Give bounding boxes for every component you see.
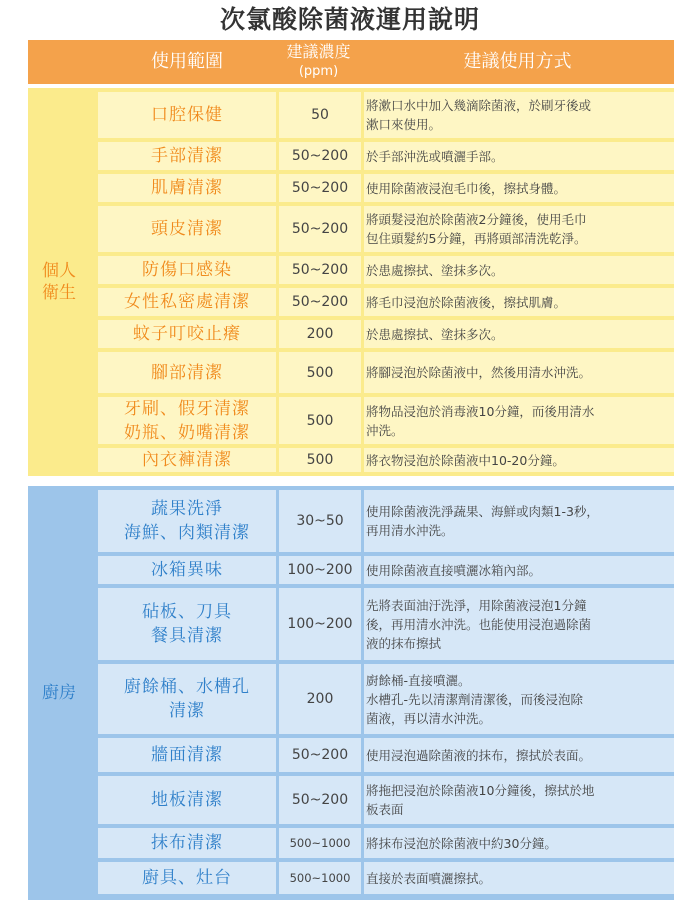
usage-method: 於患處擦拭、塗抹多次。 [364, 256, 674, 284]
section-label-personal: 個人 衛生 [42, 261, 76, 303]
usage-method: 使用除菌液洗淨蔬果、海鮮或肉類1-3秒， 再用清水沖洗。 [364, 490, 674, 552]
table-row [98, 588, 674, 660]
table-row [98, 320, 674, 348]
concentration-value: 50~200 [279, 174, 361, 202]
table-row [98, 448, 674, 472]
header-range: 使用範圍 [151, 51, 223, 72]
table-row [98, 776, 674, 824]
usage-item: 口腔保健 [98, 92, 276, 138]
usage-method: 將腳浸泡於除菌液中，然後用清水沖洗。 [364, 352, 674, 393]
header-concentration [276, 42, 361, 82]
header-method: 建議使用方式 [463, 51, 572, 72]
concentration-value: 50~200 [279, 776, 361, 824]
usage-method: 使用除菌液浸泡毛巾後，擦拭身體。 [364, 174, 674, 202]
table-row [98, 556, 674, 584]
usage-item: 冰箱異味 [98, 556, 276, 584]
table-row [98, 288, 674, 316]
concentration-value: 50~200 [279, 142, 361, 170]
personal-hygiene-section [28, 88, 674, 476]
usage-method: 廚餘桶-直接噴灑。 水槽孔-先以清潔劑清潔後，而後浸泡除 菌液，再以清水沖洗。 [364, 664, 674, 734]
concentration-value: 500 [279, 448, 361, 472]
usage-item: 牆面清潔 [98, 738, 276, 772]
usage-item: 內衣褲清潔 [98, 448, 276, 472]
usage-method: 先將表面油汙洗淨，用除菌液浸泡1分鐘 後，再用清水沖洗。也能使用浸泡過除菌 液的抹布擦拭 [364, 588, 674, 660]
concentration-value: 200 [279, 320, 361, 348]
table-row [98, 490, 674, 552]
table-row [98, 352, 674, 393]
usage-method: 將頭髮浸泡於除菌液2分鐘後，使用毛巾 包住頭髮約5分鐘，再將頭部清洗乾淨。 [364, 206, 674, 252]
usage-method: 將衣物浸泡於除菌液中10-20分鐘。 [364, 448, 674, 472]
concentration-value: 50~200 [279, 256, 361, 284]
header-conc-unit: (ppm) [298, 64, 339, 79]
usage-item: 腳部清潔 [98, 352, 276, 393]
usage-item: 蔬果洗淨 海鮮、肉類清潔 [98, 490, 276, 552]
concentration-value: 500 [279, 397, 361, 444]
usage-item: 肌膚清潔 [98, 174, 276, 202]
usage-item: 廚具、灶台 [98, 862, 276, 894]
concentration-value: 30~50 [279, 490, 361, 552]
usage-item: 抹布清潔 [98, 828, 276, 858]
usage-item: 女性私密處清潔 [98, 288, 276, 316]
usage-method: 將物品浸泡於消毒液10分鐘，而後用清水 沖洗。 [364, 397, 674, 444]
concentration-value: 50 [279, 92, 361, 138]
concentration-value: 100~200 [279, 588, 361, 660]
table-row [98, 142, 674, 170]
usage-method: 直接於表面噴灑擦拭。 [364, 862, 674, 894]
usage-method: 於患處擦拭、塗抹多次。 [364, 320, 674, 348]
concentration-value: 100~200 [279, 556, 361, 584]
table-row [98, 738, 674, 772]
concentration-value: 500~1000 [279, 828, 361, 858]
usage-method: 將漱口水中加入幾滴除菌液，於刷牙後或 漱口來使用。 [364, 92, 674, 138]
table-row [98, 862, 674, 894]
table-row [98, 174, 674, 202]
header-conc-label: 建議濃度 [286, 42, 351, 61]
usage-method: 於手部沖洗或噴灑手部。 [364, 142, 674, 170]
usage-item: 牙刷、假牙清潔 奶瓶、奶嘴清潔 [98, 397, 276, 444]
concentration-value: 50~200 [279, 738, 361, 772]
usage-item: 防傷口感染 [98, 256, 276, 284]
concentration-value: 500~1000 [279, 862, 361, 894]
usage-method: 使用浸泡過除菌液的抹布，擦拭於表面。 [364, 738, 674, 772]
usage-item: 廚餘桶、水槽孔 清潔 [98, 664, 276, 734]
usage-item: 砧板、刀具 餐具清潔 [98, 588, 276, 660]
usage-method: 將拖把浸泡於除菌液10分鐘後，擦拭於地 板表面 [364, 776, 674, 824]
usage-item: 手部清潔 [98, 142, 276, 170]
concentration-value: 50~200 [279, 206, 361, 252]
table-row [98, 397, 674, 444]
section-label-kitchen: 廚房 [42, 683, 76, 703]
table-row [98, 92, 674, 138]
kitchen-section [28, 486, 674, 900]
table-row [98, 256, 674, 284]
usage-item: 頭皮清潔 [98, 206, 276, 252]
table-row [98, 206, 674, 252]
usage-method: 使用除菌液直接噴灑冰箱內部。 [364, 556, 674, 584]
usage-method: 將毛巾浸泡於除菌液後，擦拭肌膚。 [364, 288, 674, 316]
table-row [98, 664, 674, 734]
usage-item: 地板清潔 [98, 776, 276, 824]
table-header [28, 40, 674, 84]
concentration-value: 200 [279, 664, 361, 734]
usage-method: 將抹布浸泡於除菌液中約30分鐘。 [364, 828, 674, 858]
page-title: 次氯酸除菌液運用說明 [219, 5, 480, 34]
usage-item: 蚊子叮咬止癢 [98, 320, 276, 348]
concentration-value: 50~200 [279, 288, 361, 316]
table-row [98, 828, 674, 858]
concentration-value: 500 [279, 352, 361, 393]
